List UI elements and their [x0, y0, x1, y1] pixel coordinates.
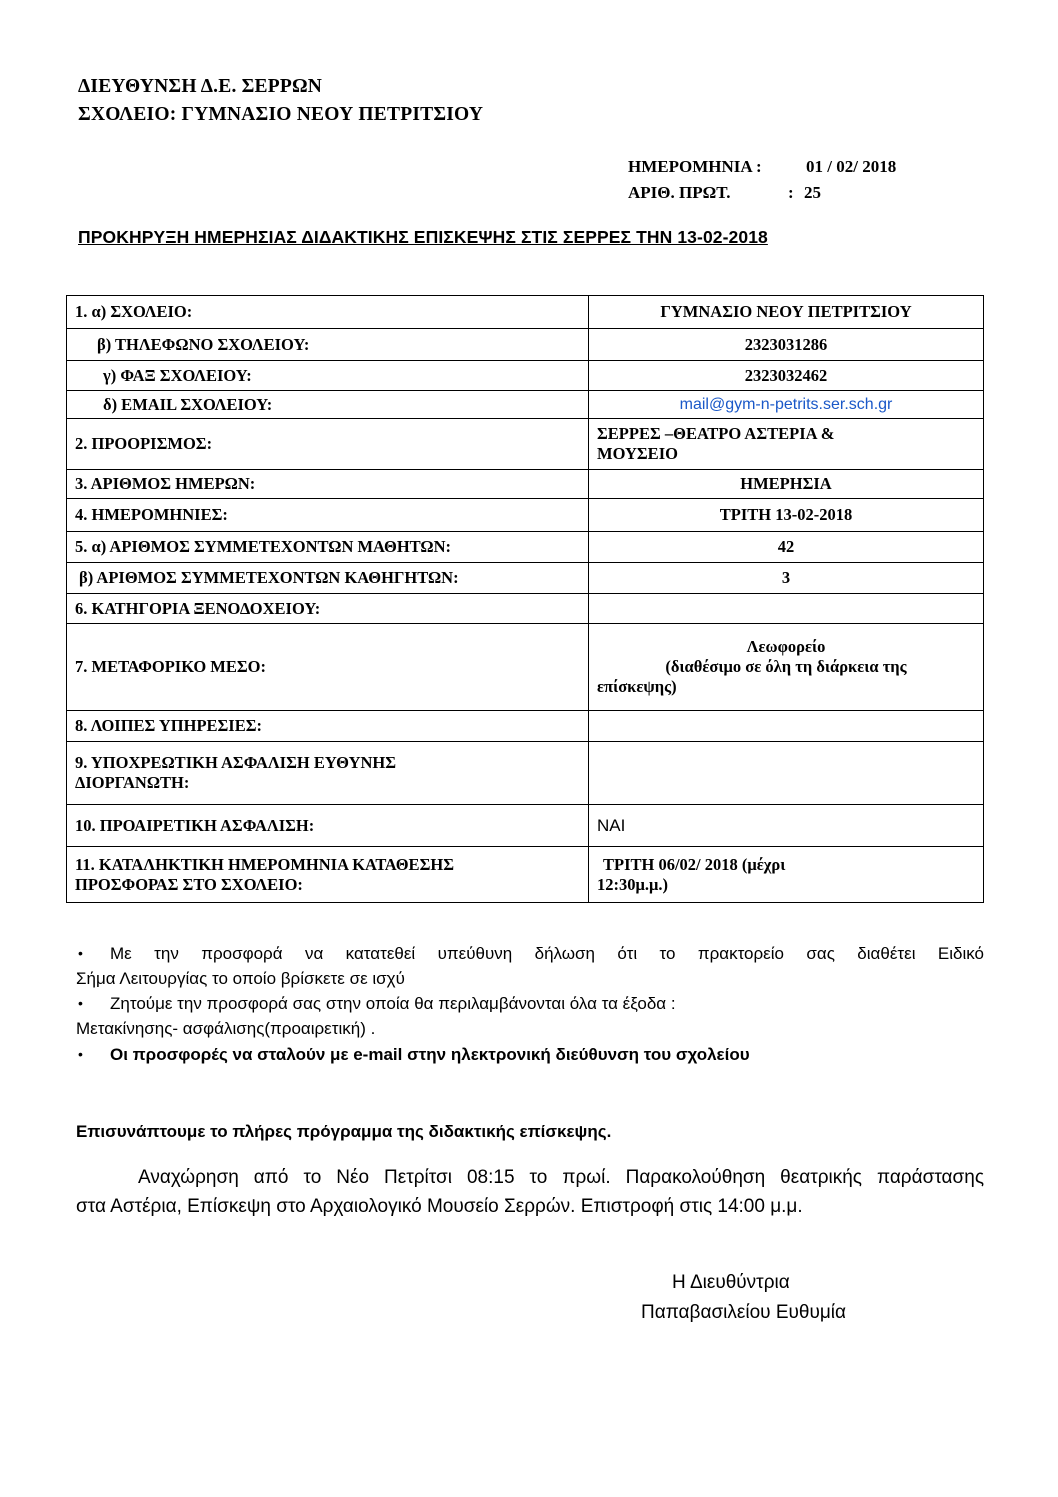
row-value-line: επίσκεψης)	[597, 677, 677, 696]
row-value	[589, 711, 984, 742]
row-value	[589, 742, 984, 805]
row-value: 2323032462	[589, 361, 984, 391]
table-row	[67, 624, 984, 711]
bullet-icon: •	[78, 1046, 83, 1062]
row-label: β) ΤΗΛΕΦΩΝΟ ΣΧΟΛΕΙΟΥ:	[67, 329, 589, 361]
list-item	[76, 991, 984, 1016]
trip-details-table	[66, 295, 984, 903]
table-row	[67, 419, 984, 470]
program-line: στα Αστέρια, Επίσκεψη στο Αρχαιολογικό Μουσείο Σερρών. Επιστροφή στις 14:00 μ.μ.	[76, 1196, 803, 1217]
row-label: 2. ΠΡΟΟΡΙΣΜΟΣ:	[67, 419, 589, 470]
school-heading: ΣΧΟΛΕΙΟ: ΓΥΜΝΑΣΙΟ ΝΕΟΥ ΠΕΤΡΙΤΣΙΟΥ	[78, 104, 484, 125]
table-row	[67, 470, 984, 499]
row-label-line: ΠΡΟΣΦΟΡΑΣ ΣΤΟ ΣΧΟΛΕΙΟ:	[75, 874, 303, 894]
table-row	[67, 329, 984, 361]
row-label: δ) EMAIL ΣΧΟΛΕΙΟΥ:	[67, 391, 589, 419]
row-value	[589, 594, 984, 624]
row-value-line: (διαθέσιμο σε όλη τη διάρκεια της	[665, 657, 907, 676]
program-line: Αναχώρηση από το Νέο Πετρίτσι 08:15 το πρωί. Παρακολούθηση θεατρικής παράστασης	[138, 1167, 984, 1188]
notes-list	[76, 941, 984, 1067]
document-title: ΠΡΟΚΗΡΥΞΗ ΗΜΕΡΗΣΙΑΣ ΔΙΔΑΚΤΙΚΗΣ ΕΠΙΣΚΕΨΗΣ ΣΤΙΣ ΣΕΡΡΕΣ ΤΗΝ 13-02-2018	[78, 227, 768, 247]
row-value: ΤΡΙΤΗ 13-02-2018	[589, 499, 984, 532]
row-value: ΗΜΕΡΗΣΙΑ	[589, 470, 984, 499]
attachment-note: Επισυνάπτουμε το πλήρες πρόγραμμα της διδακτικής επίσκεψης.	[76, 1122, 612, 1141]
table-row	[67, 742, 984, 805]
row-value: ΓΥΜΝΑΣΙΟ ΝΕΟΥ ΠΕΤΡΙΤΣΙΟΥ	[589, 296, 984, 329]
row-value-line: Λεωφορείο	[746, 637, 826, 656]
table-row	[67, 563, 984, 594]
row-label: 3. ΑΡΙΘΜΟΣ ΗΜΕΡΩΝ:	[67, 470, 589, 499]
row-value: ΝΑΙ	[597, 815, 626, 835]
row-label-line: 11. ΚΑΤΑΛΗΚΤΙΚΗ ΗΜΕΡΟΜΗΝΙΑ ΚΑΤΑΘΕΣΗΣ	[75, 854, 454, 874]
signature-name: Παπαβασιλείου Ευθυμία	[641, 1302, 846, 1323]
table-row	[67, 594, 984, 624]
row-value: 2323031286	[589, 329, 984, 361]
protocol-separator: :	[788, 183, 794, 202]
table-row	[67, 361, 984, 391]
table-row	[67, 847, 984, 903]
table-row	[67, 805, 984, 847]
date-label: ΗΜΕΡΟΜΗΝΙΑ :	[628, 157, 762, 176]
row-label: 1. α) ΣΧΟΛΕΙΟ:	[67, 296, 589, 329]
row-label: 5. α) ΑΡΙΘΜΟΣ ΣΥΜΜΕΤΕΧΟΝΤΩΝ ΜΑΘΗΤΩΝ:	[67, 532, 589, 563]
table-row	[67, 499, 984, 532]
signature-role: Η Διευθύντρια	[672, 1272, 790, 1293]
row-value-line: ΣΕΡΡΕΣ –ΘΕΑΤΡΟ ΑΣΤΕΡΙΑ &	[597, 424, 835, 443]
row-label-line: ΔΙΟΡΓΑΝΩΤΗ:	[75, 773, 190, 792]
table-row	[67, 532, 984, 563]
row-value: 3	[589, 563, 984, 594]
row-value-line: ΜΟΥΣΕΙΟ	[597, 444, 678, 463]
directorate-heading: ΔΙΕΥΘΥΝΣΗ Δ.Ε. ΣΕΡΡΩΝ	[78, 76, 323, 97]
list-item	[76, 941, 984, 966]
table-row	[67, 391, 984, 419]
school-email-link[interactable]: mail@gym-n-petrits.ser.sch.gr	[679, 396, 893, 413]
table-row	[67, 296, 984, 329]
protocol-value: 25	[804, 183, 821, 202]
row-label-line: 9. ΥΠΟΧΡΕΩΤΙΚΗ ΑΣΦΑΛΙΣΗ ΕΥΘΥΝΗΣ	[75, 753, 397, 772]
note-text: Σήμα Λειτουργίας το οποίο βρίσκετε σε ισχύ	[76, 969, 405, 988]
program-paragraph	[76, 1163, 984, 1221]
bullet-icon: •	[78, 945, 83, 961]
date-value: 01 / 02/ 2018	[806, 157, 897, 176]
row-label: β) ΑΡΙΘΜΟΣ ΣΥΜΜΕΤΕΧΟΝΤΩΝ ΚΑΘΗΓΗΤΩΝ:	[67, 563, 589, 594]
note-text: Με την προσφορά να κατατεθεί υπεύθυνη δήλωση ότι το πρακτορείο σας διαθέτει Ειδικό	[110, 944, 984, 963]
bullet-icon: •	[78, 995, 83, 1011]
protocol-label: ΑΡΙΘ. ΠΡΩΤ.	[628, 183, 731, 202]
note-text: Οι προσφορές να σταλούν με e-mail στην ηλεκτρονική διεύθυνση του σχολείου	[110, 1045, 750, 1064]
row-label: 6. ΚΑΤΗΓΟΡΙΑ ΞΕΝΟΔΟΧΕΙΟΥ:	[67, 594, 589, 624]
row-value-line: 12:30μ.μ.)	[597, 874, 668, 894]
row-value: 42	[589, 532, 984, 563]
row-label: γ) ΦΑΞ ΣΧΟΛΕΙΟΥ:	[67, 361, 589, 391]
row-label: 8. ΛΟΙΠΕΣ ΥΠΗΡΕΣΙΕΣ:	[67, 711, 589, 742]
row-label: 10. ΠΡΟΑΙΡΕΤΙΚΗ ΑΣΦΑΛΙΣΗ:	[67, 805, 589, 847]
row-value-line: ΤΡΙΤΗ 06/02/ 2018 (μέχρι	[603, 854, 786, 874]
row-label: 4. ΗΜΕΡΟΜΗΝΙΕΣ:	[67, 499, 589, 532]
list-item	[76, 1042, 984, 1067]
note-text: Ζητούμε την προσφορά σας στην οποία θα περιλαμβάνονται όλα τα έξοδα :	[110, 994, 676, 1013]
note-text: Μετακίνησης- ασφάλισης(προαιρετική) .	[76, 1019, 376, 1038]
table-row	[67, 711, 984, 742]
row-label: 7. ΜΕΤΑΦΟΡΙΚΟ ΜΕΣΟ:	[67, 624, 589, 711]
